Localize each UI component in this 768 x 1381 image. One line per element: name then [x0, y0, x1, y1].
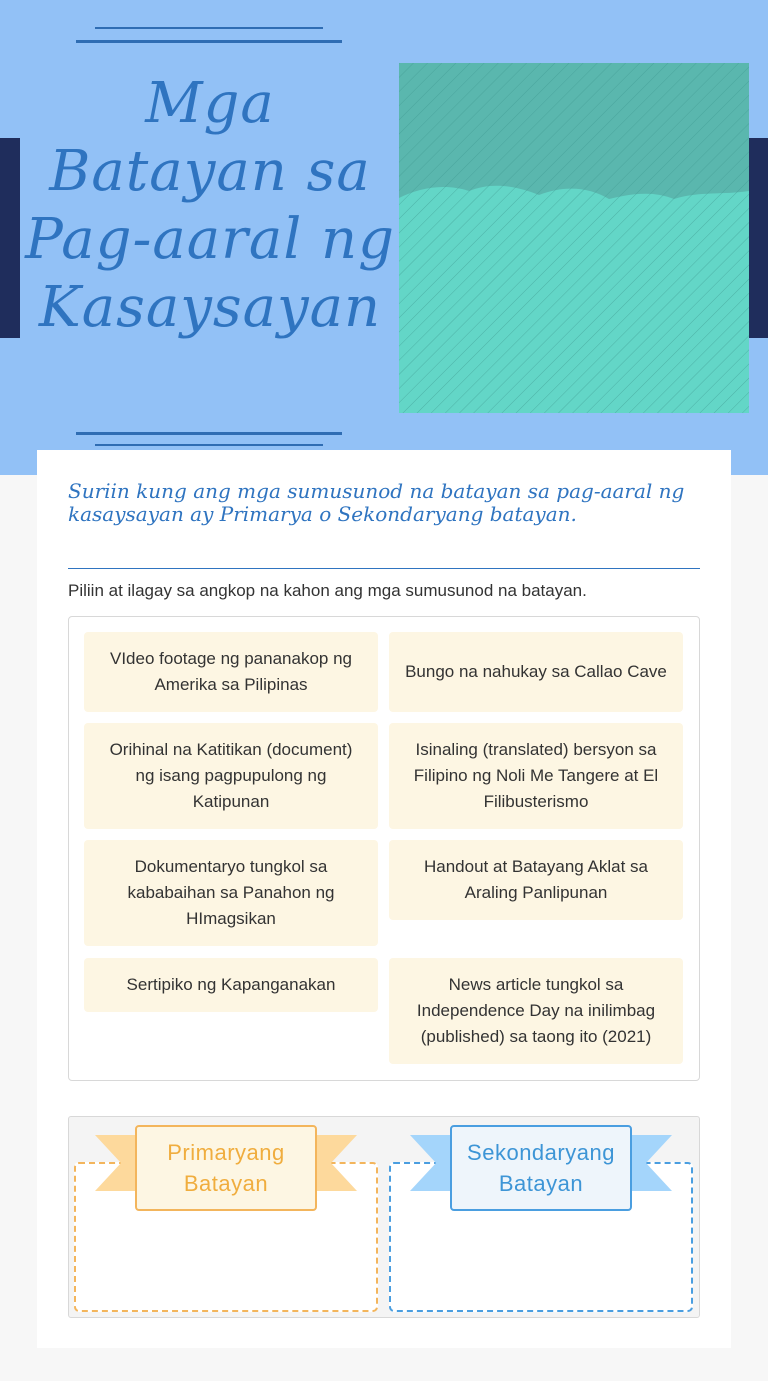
draggable-item[interactable]: VIdeo footage ng pananakop ng Amerika sa Pilipinas: [84, 632, 378, 712]
drop-targets-panel: [68, 1116, 700, 1318]
hero-landscape-image: [399, 63, 749, 413]
title-rule-bottom-thick: [76, 432, 342, 435]
title-rule-top-thin: [95, 27, 323, 29]
right-accent-bar: [748, 138, 768, 338]
instruction-title: Suriin kung ang mga sumusunod na batayan sa pag-aaral ng kasaysayan ay Primarya o Sekondaryang batayan.: [68, 479, 685, 526]
draggable-item[interactable]: Isinaling (translated) bersyon sa Filipino ng Noli Me Tangere at El Filibusterismo: [389, 723, 683, 829]
page-title: Mga Batayan sa Pag-aaral ng Kasaysayan: [25, 71, 395, 340]
items-pool: [68, 616, 700, 1081]
draggable-item[interactable]: Bungo na nahukay sa Callao Cave: [389, 632, 683, 712]
title-rule-top-thick: [76, 40, 342, 43]
instruction-text: Piliin at ilagay sa angkop na kahon ang mga sumusunod na batayan.: [68, 581, 587, 600]
instruction-divider: [68, 568, 700, 569]
draggable-item[interactable]: Orihinal na Katitikan (document) ng isang pagpupulong ng Katipunan: [84, 723, 378, 829]
activity-card: [37, 450, 731, 1348]
hero-banner: [0, 0, 768, 475]
secondary-label: Sekondaryang Batayan: [450, 1125, 632, 1211]
title-rule-bottom-thin: [95, 444, 323, 446]
left-accent-bar: [0, 138, 20, 338]
primary-label: Primaryang Batayan: [135, 1125, 317, 1211]
draggable-item[interactable]: Sertipiko ng Kapanganakan: [84, 958, 378, 1012]
draggable-item[interactable]: News article tungkol sa Independence Day na inilimbag (published) sa taong ito (2021): [389, 958, 683, 1064]
draggable-item[interactable]: Handout at Batayang Aklat sa Araling Panlipunan: [389, 840, 683, 920]
draggable-item[interactable]: Dokumentaryo tungkol sa kababaihan sa Panahon ng HImagsikan: [84, 840, 378, 946]
